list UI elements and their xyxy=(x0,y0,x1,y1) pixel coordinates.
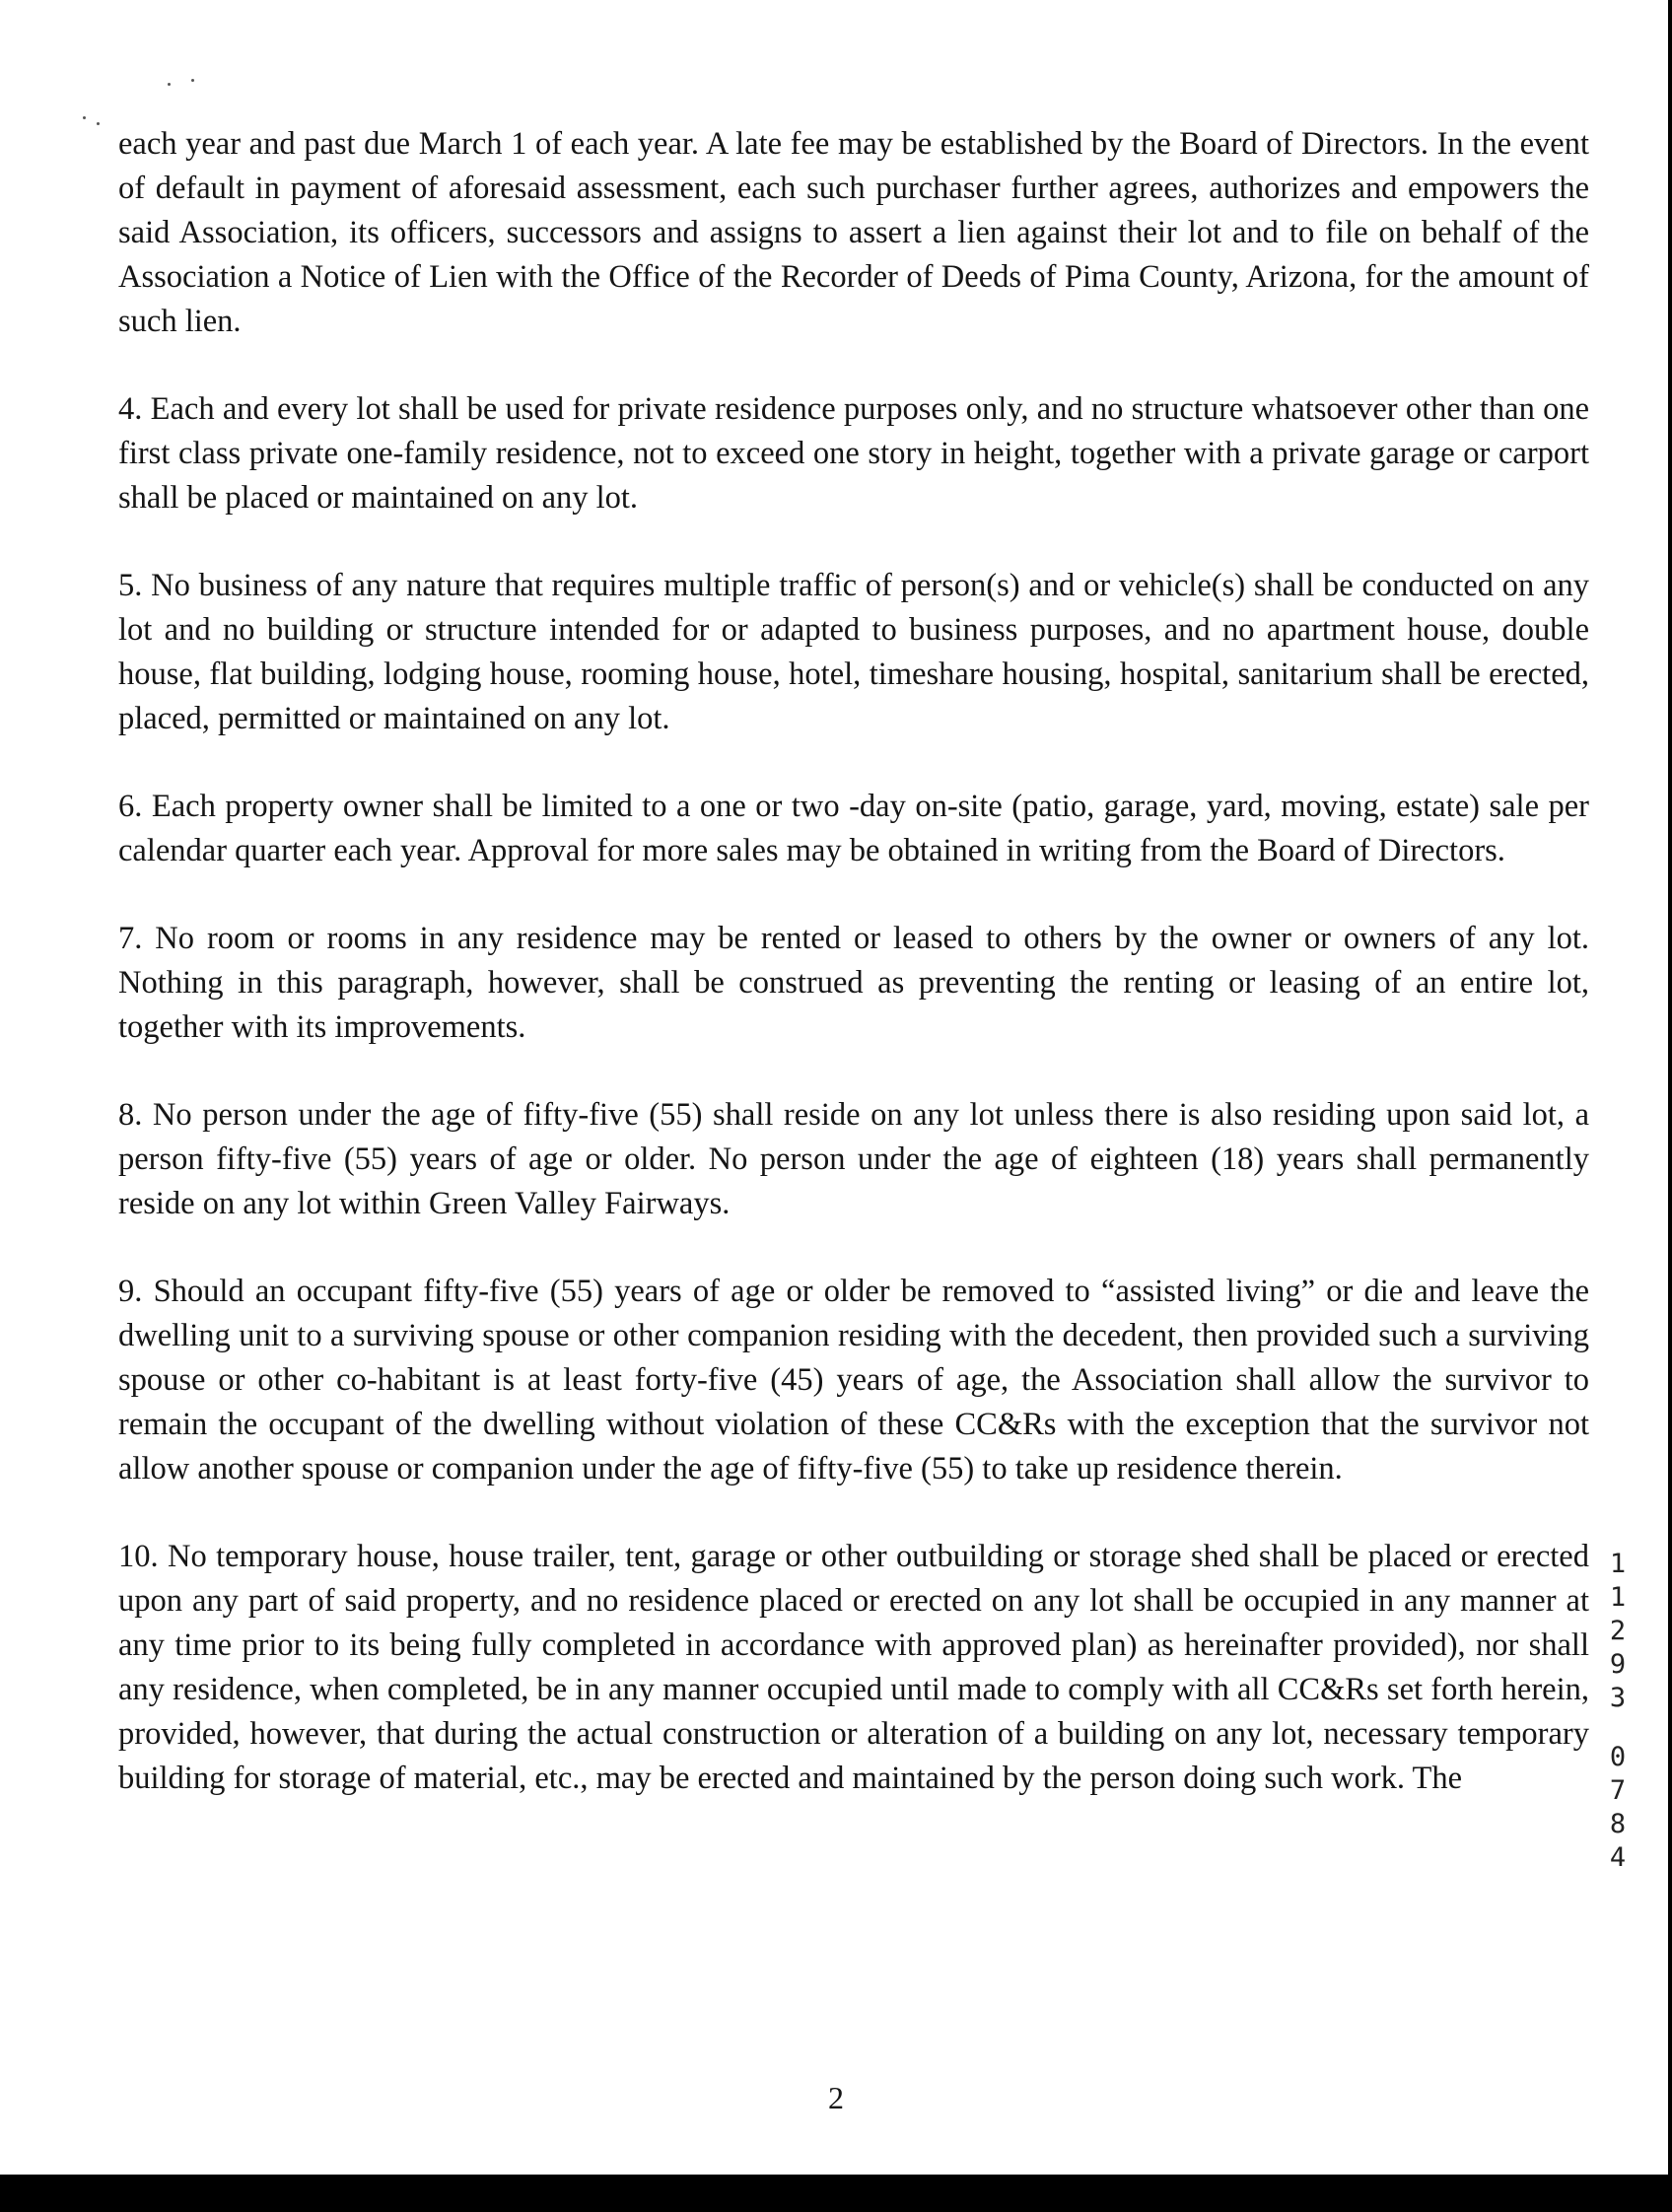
stamp-digit: 2 xyxy=(1609,1616,1627,1646)
paragraph-8: 8. No person under the age of fifty-five (55) shall reside on any lot unless there is also residing upon said lot, a person fifty-five (55) years of age or older. No person under the age of eighteen (18) years shall permanently reside on any lot within Green Valley Fairways. xyxy=(118,1097,1589,1221)
scan-edge-bottom xyxy=(0,2175,1672,2212)
paragraph-5: 5. No business of any nature that requires multiple traffic of person(s) and or vehicle(s) shall be conducted on any lot and no building or structure intended for or adapted to business purposes, and no apartment house, double house, flat building, lodging house, rooming house, hotel, timeshare housing, hospital, sanitarium shall be erected, placed, permitted or maintained on any lot. xyxy=(118,568,1589,736)
scan-speck xyxy=(191,79,194,82)
paragraph-10: 10. No temporary house, house trailer, tent, garage or other outbuilding or storage shed shall be placed or erected upon any part of said property, and no residence placed or erected on any lot shall be occupied in any manner at any time prior to its being fully completed in accordance with approved plan) as hereinafter provided), nor shall any residence, when completed, be in any manner occupied until made to comply with all CC&Rs set forth herein, provided, however, that during the actual construction or alteration of a building on any lot, necessary temporary building for storage of material, etc., may be erected and maintained by the person doing such work. The xyxy=(118,1539,1589,1796)
stamp-gap xyxy=(1605,1715,1631,1741)
paragraph-3-continuation: each year and past due March 1 of each year. A late fee may be established by the Board of Directors. In the event of default in payment of aforesaid assessment, each such purchaser further agrees, authorizes and empowers the said Association, its officers, successors and assigns to assert a lien against their lot and to file on behalf of the Association a Notice of Lien with the Office of the Recorder of Deeds of Pima County, Arizona, for the amount of such lien. xyxy=(118,126,1589,339)
scan-speck xyxy=(97,122,100,125)
stamp-digit: 8 xyxy=(1609,1809,1627,1839)
scan-speck xyxy=(168,83,171,86)
paragraph-9: 9. Should an occupant fifty-five (55) years of age or older be removed to “assisted living” or die and leave the dwelling unit to a surviving spouse or other companion residing with the decedent, then provided such a surviving spouse or other co-habitant is at least forty-five (45) years of age, the Association shall allow the survivor to remain the occupant of the dwelling without violation of these CC&Rs with the exception that the survivor not allow another spouse or companion under the age of fifty-five (55) to take up residence therein. xyxy=(118,1274,1589,1486)
paragraph-7: 7. No room or rooms in any residence may be rented or leased to others by the owner or owners of any lot. Nothing in this paragraph, however, shall be construed as preventing the renting or leasing of an entire lot, together with its improvements. xyxy=(118,921,1589,1045)
page-number: 2 xyxy=(828,2080,844,2115)
scan-edge-right xyxy=(1668,0,1672,2212)
paragraph-4: 4. Each and every lot shall be used for private residence purposes only, and no structure whatsoever other than one first class private one-family residence, not to exceed one story in height, together with a private garage or carport shall be placed or maintained on any lot. xyxy=(118,391,1589,516)
stamp-digit: 1 xyxy=(1609,1549,1627,1579)
stamp-digit: 3 xyxy=(1609,1683,1627,1713)
margin-document-stamp xyxy=(1605,1548,1631,1875)
stamp-digit: 9 xyxy=(1609,1649,1627,1680)
document-body xyxy=(118,122,1589,1844)
stamp-digit: 1 xyxy=(1609,1582,1627,1613)
stamp-digit: 4 xyxy=(1609,1842,1627,1873)
scan-speck xyxy=(83,116,86,119)
stamp-digit: 7 xyxy=(1609,1775,1627,1806)
stamp-digit: 0 xyxy=(1609,1742,1627,1772)
paragraph-6: 6. Each property owner shall be limited to a one or two -day on-site (patio, garage, yard, moving, estate) sale per calendar quarter each year. Approval for more sales may be obtained in writing from the Board of Directors. xyxy=(118,789,1589,868)
